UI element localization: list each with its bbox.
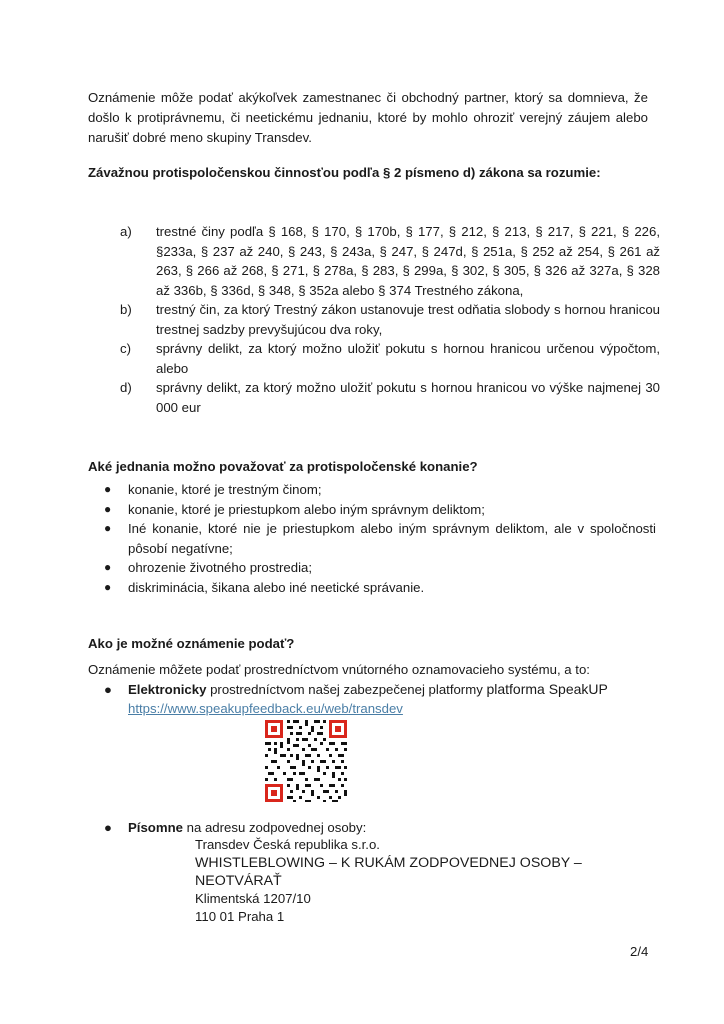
bullet-icon: ● [104,482,112,496]
electronic-label: Elektronicky [128,682,207,697]
address-company: Transdev Česká republika s.r.o. [195,837,380,852]
written-option [104,818,664,837]
bullet-icon: ● [104,560,112,574]
qr-finder-bottom-left [265,784,283,802]
bullet-icon: ● [104,579,112,594]
electronic-text: prostredníctvom našej zabezpečenej platformy [206,682,487,697]
list-text: správny delikt, za ktorý možno uložiť pokutu s hornou hranicou vo výške najmenej 30 000 eur [156,380,660,415]
list-item [104,519,656,558]
page-number: 2/4 [630,944,649,959]
intro-paragraph: Oznámenie môže podať akýkoľvek zamestnanec či obchodný partner, ktorý sa domnieva, že došlo k protiprávnemu, či neetickému jednaniu, ktoré by mohlo ohroziť verejný záujem alebo narušiť dobré meno skupiny Transdev. [88,90,648,145]
qr-code-image [263,718,349,804]
address-notice: WHISTLEBLOWING – K RUKÁM ZODPOVEDNEJ OSOBY – NEOTVÁRAŤ [195,855,582,889]
list-text: správny delikt, za ktorý možno uložiť pokutu s hornou hranicou určenou výpočtom, alebo [156,341,660,376]
list-item [104,480,656,500]
bullet-icon: ● [104,521,112,535]
bullet-icon: ● [104,501,112,516]
list-text: ohrozenie životného prostredia; [128,560,313,575]
heading-serious-activity: Závažnou protispoločenskou činnosťou podľa § 2 písmeno d) zákona sa rozumie: [88,165,601,180]
qr-finder-top-left [265,720,283,738]
list-item [104,578,656,598]
list-text: trestné činy podľa § 168, § 170, § 170b, § 177, § 212, § 213, § 217, § 221, § 226, §233a, § 237 až 240, § 243, § 243a, § 247, § 247d, § 251a, § 252 až 254, § 261 až 263, § 266 až 268, § 271, § 278a, § 283, § 299a, § 302, § 305, § 326 až 327a, § 328 až 336b, § 336d, § 348, § 352a alebo § 374 Trestného zákona, [156,224,660,298]
list-text: diskriminácia, šikana alebo iné neetické správanie. [128,579,425,595]
list-item [120,300,660,339]
list-label: b) [120,302,132,317]
platform-name: platforma SpeakUP [486,681,608,697]
bullet-icon: ● [104,682,112,697]
list-item [120,222,660,300]
list-label: c) [120,341,131,356]
list-text: trestný čin, za ktorý Trestný zákon ustanovuje trest odňatia slobody s hornou hranicou trestnej sadzby prevyšujúcou dva roky, [156,302,660,337]
written-text: na adresu zodpovednej osoby: [182,820,367,835]
speakup-link[interactable]: https://www.speakupfeedback.eu/web/transdev [128,701,403,716]
postal-address [195,836,635,926]
bullet-list [104,480,656,597]
reporting-intro: Oznámenie môžete podať prostredníctvom vnútorného oznamovacieho systému, a to: [88,662,590,677]
qr-finder-top-right [329,720,347,738]
address-street: Klimentská 1207/10 [195,891,311,906]
list-text: Iné konanie, ktoré nie je priestupkom alebo iným správnym deliktom, ale v spoločnosti pôsobí negatívne; [128,521,656,556]
list-item [120,339,660,378]
list-item [104,558,656,578]
bullet-icon: ● [104,820,112,835]
list-item [104,500,656,520]
heading-how-to-report: Ako je možné oznámenie podať? [88,636,295,651]
list-label: d) [120,380,132,395]
address-city: 110 01 Praha 1 [195,909,285,924]
written-label: Písomne [128,820,183,835]
list-text: konanie, ktoré je priestupkom alebo iným správnym deliktom; [128,501,485,517]
heading-antisocial-conduct: Aké jednania možno považovať za protispoločenské konanie? [88,459,478,474]
list-label: a) [120,224,132,239]
list-item [120,378,660,417]
alpha-list [120,222,660,417]
list-text: konanie, ktoré je trestným činom; [128,482,322,497]
electronic-option [104,680,664,718]
